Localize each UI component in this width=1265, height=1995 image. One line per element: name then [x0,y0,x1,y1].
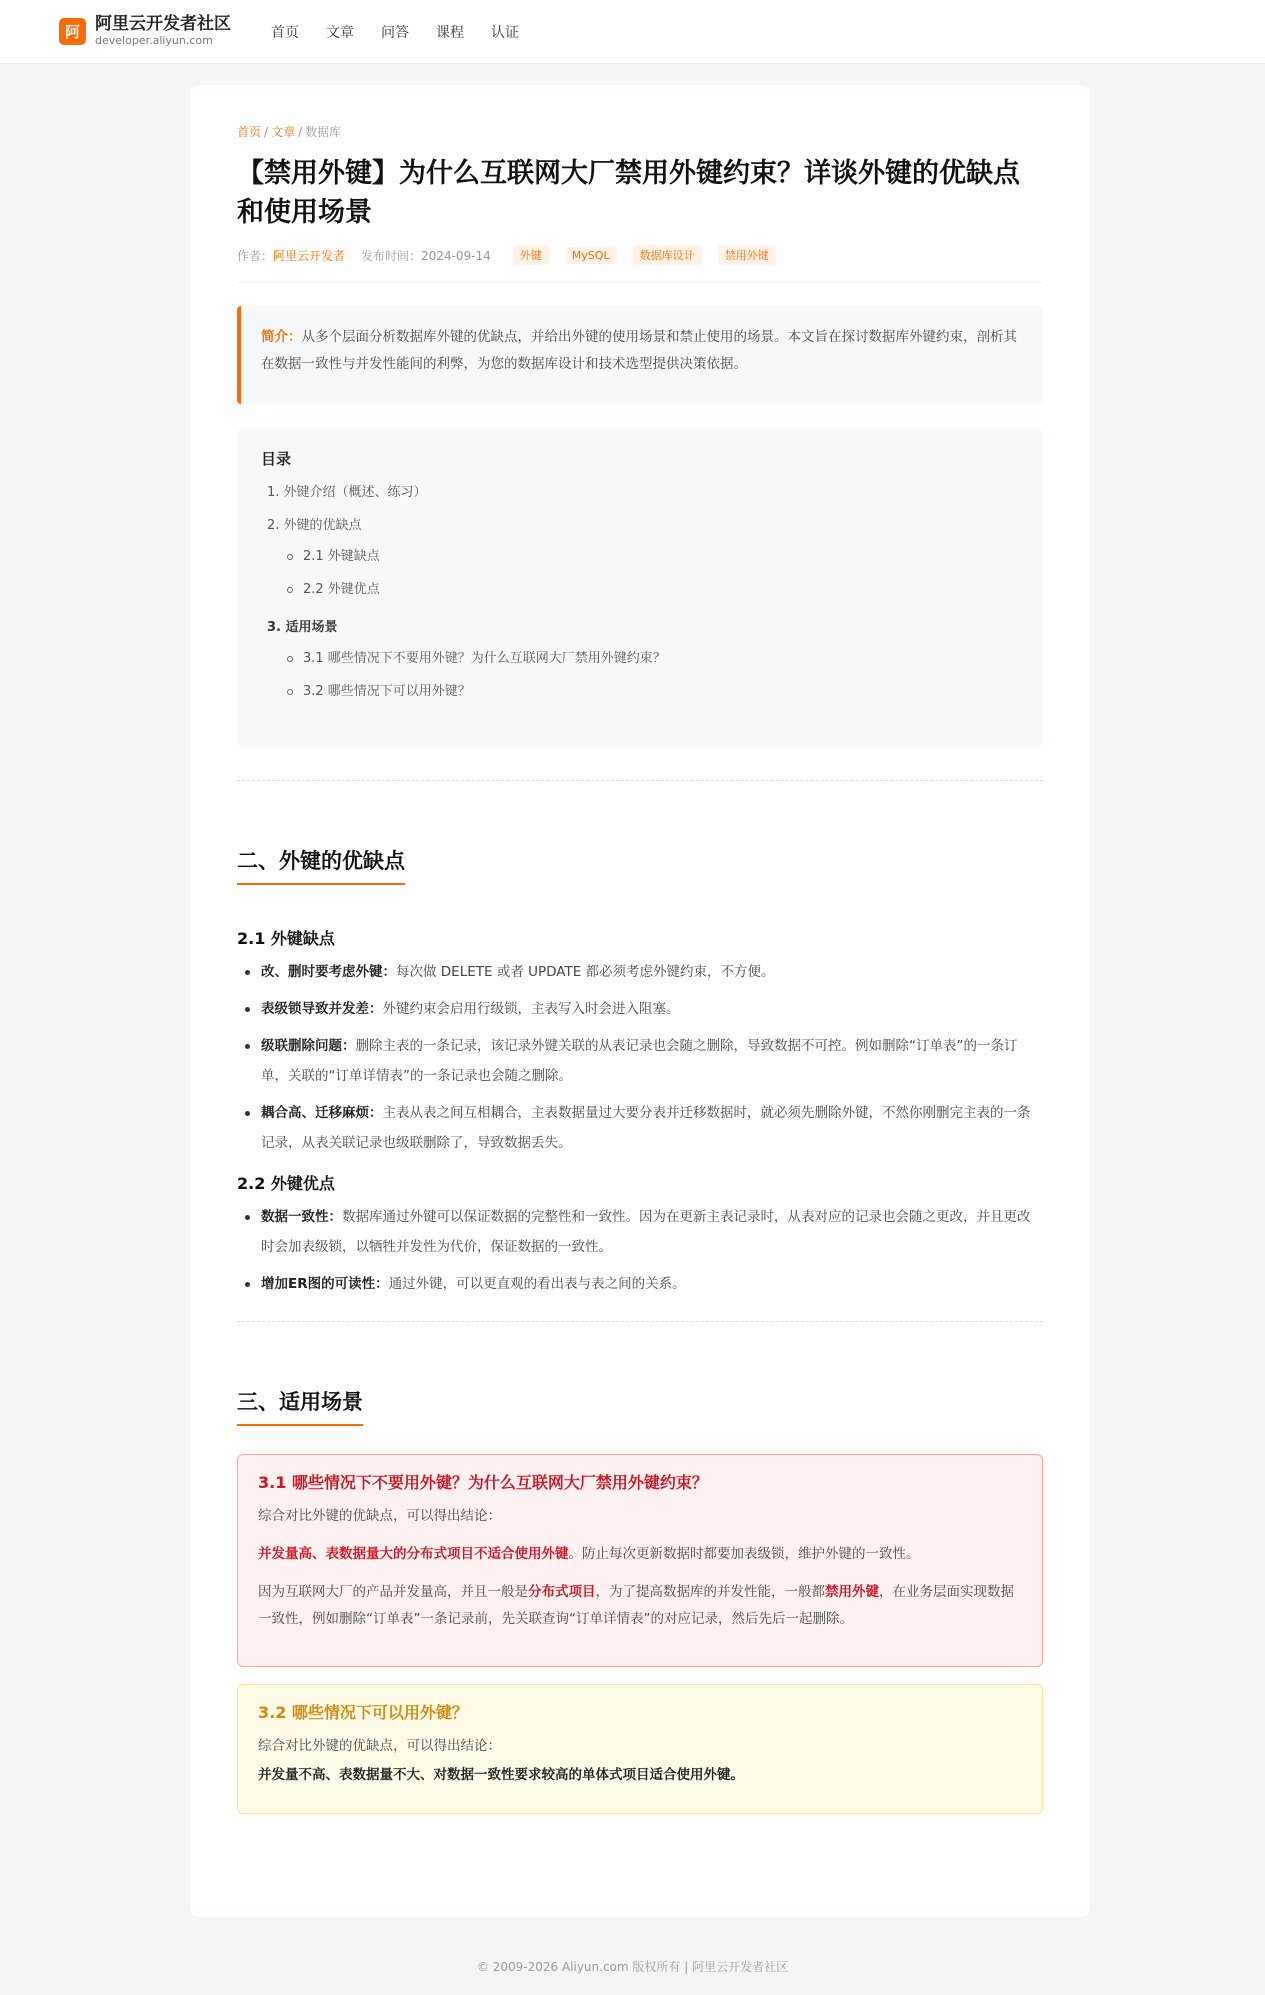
logo-subtitle: developer.aliyun.com [95,33,213,47]
article-summary [237,306,1043,404]
tag-mysql[interactable]: MySQL [565,247,617,264]
section-title: 三、适用场景 [237,1386,363,1426]
meta-divider [237,282,1043,283]
table-of-contents [237,428,1043,747]
callout-title: 3.2 哪些情况下可以用外键？ [258,1703,468,1722]
nav-courses[interactable]: 课程 [436,24,464,41]
toc-item-3[interactable] [267,618,1019,702]
toc-item-2[interactable] [267,516,1019,600]
toc-item-label: 1. 外键介绍（概述、练习） [267,485,427,500]
section-pros-cons [237,845,1043,1299]
site-logo[interactable] [59,15,231,47]
breadcrumb-home[interactable]: 首页 [237,125,262,139]
toc-subitem-label: 2.2 外键优点 [303,582,380,597]
nav-qa[interactable]: 问答 [381,24,409,41]
toc-item-1[interactable] [267,483,1019,503]
tag-disable-foreign-key[interactable]: 禁用外键 [718,245,776,265]
summary-label: 简介： [261,329,302,345]
breadcrumb-articles[interactable]: 文章 [271,125,296,139]
summary-text: 从多个层面分析数据库外键的优缺点，并给出外键的使用场景和禁止使用的场景。本文旨在探讨数据库外键约束，剖析其在数据一致性与并发性能间的利弊，为您的数据库设计和技术选型提供决策依据。 [261,329,1017,372]
toc-subitem-label: 3.2 哪些情况下可以用外键？ [303,684,471,699]
callout-explanation: 因为互联网大厂的产品并发量高，并且一般是分布式项目，为了提高数据库的并发性能，一般都禁用外键，在业务层面实现数据一致性，例如删除“订单表”一条记录前，先关联查询“订单详情表”的对应记录，然后先后一起删除。 [258,1584,1014,1627]
circle-bullet-icon [287,656,293,662]
list-item: 改、删时要考虑外键：每次做 DELETE 或者 UPDATE 都必须考虑外键约束，不方便。 [237,957,1043,987]
callout-title: 3.1 哪些情况下不要用外键？为什么互联网大厂禁用外键约束？ [258,1473,708,1492]
publish-date: 2024-09-14 [421,248,491,263]
list-item: 数据一致性：数据库通过外键可以保证数据的完整性和一致性。因为在更新主表记录时，从表对应的记录也会随之更改，并且更改时会加表级锁，以牺牲并发性为代价，保证数据的一致性。 [237,1202,1043,1262]
circle-bullet-icon [287,587,293,593]
toc-subitem-label: 2.1 外键缺点 [303,549,380,564]
nav-articles[interactable]: 文章 [326,24,354,41]
nav-home[interactable]: 首页 [271,24,299,41]
toc-item-3-1[interactable] [287,649,1019,669]
article-meta [237,245,1043,265]
toc-item-label: 2. 外键的优缺点 [267,518,362,533]
logo-title: 阿里云开发者社区 [95,14,231,35]
list-item: 耦合高、迁移麻烦：主表从表之间互相耦合，主表数据量过大要分表并迁移数据时，就必须先删除外键，不然你刚删完主表的一条记录，从表关联记录也级联删除了，导致数据丢失。 [237,1098,1043,1158]
callout-recommended [237,1684,1043,1814]
circle-bullet-icon [287,689,293,695]
breadcrumb [237,123,1043,140]
toc-item-2-1[interactable] [287,547,1019,567]
page-footer: © 2009-2026 Aliyun.com 版权所有 | 阿里云开发者社区 [476,1960,789,1974]
toc-item-label: 3. 适用场景 [267,620,338,635]
section-divider [237,780,1043,781]
cons-list [237,957,1043,1158]
callout-not-recommended [237,1454,1043,1667]
callout-intro: 综合对比外键的优缺点，可以得出结论： [258,1738,501,1754]
callout-conclusion: 并发量高、表数据量大的分布式项目不适合使用外键。防止每次更新数据时都要加表级锁，维护外键的一致性。 [258,1546,920,1562]
tag-database-design[interactable]: 数据库设计 [633,245,702,265]
author-link[interactable]: 阿里云开发者 [273,248,346,263]
section-divider [237,1321,1043,1322]
subsection-title: 2.2 外键优点 [237,1174,335,1193]
subsection-title: 2.1 外键缺点 [237,929,335,948]
main-nav [271,22,546,42]
article-card [190,85,1090,1917]
article-title: 【禁用外键】为什么互联网大厂禁用外键约束？详谈外键的优缺点和使用场景 [237,158,1020,228]
circle-bullet-icon [287,554,293,560]
author-label: 作者： [237,248,274,263]
section-scenarios [237,1386,1043,1814]
tag-foreign-key[interactable]: 外键 [513,245,549,265]
breadcrumb-category: 数据库 [305,125,342,139]
list-item: 级联删除问题：删除主表的一条记录，该记录外键关联的从表记录也会随之删除，导致数据不可控。例如删除“订单表”的一条订单，关联的“订单详情表”的一条记录也会随之删除。 [237,1031,1043,1091]
toc-subitem-label: 3.1 哪些情况下不要用外键？为什么互联网大厂禁用外键约束？ [303,651,666,666]
nav-certification[interactable]: 认证 [491,24,519,41]
section-title: 二、外键的优缺点 [237,845,405,885]
callout-conclusion: 并发量不高、表数据量不大、对数据一致性要求较高的单体式项目适合使用外键。 [258,1767,744,1783]
list-item: 增加ER图的可读性：通过外键，可以更直观的看出表与表之间的关系。 [237,1269,1043,1299]
toc-item-2-2[interactable] [287,580,1019,600]
pros-list [237,1202,1043,1299]
toc-item-3-2[interactable] [287,682,1019,702]
top-navbar [0,0,1265,64]
list-item: 表级锁导致并发差：外键约束会启用行级锁，主表写入时会进入阻塞。 [237,994,1043,1024]
date-label: 发布时间： [361,248,422,263]
logo-icon: 阿 [59,18,86,45]
callout-intro: 综合对比外键的优缺点，可以得出结论： [258,1508,501,1524]
toc-title: 目录 [261,450,292,468]
breadcrumb-separator: / [264,125,269,139]
breadcrumb-separator: / [298,125,303,139]
